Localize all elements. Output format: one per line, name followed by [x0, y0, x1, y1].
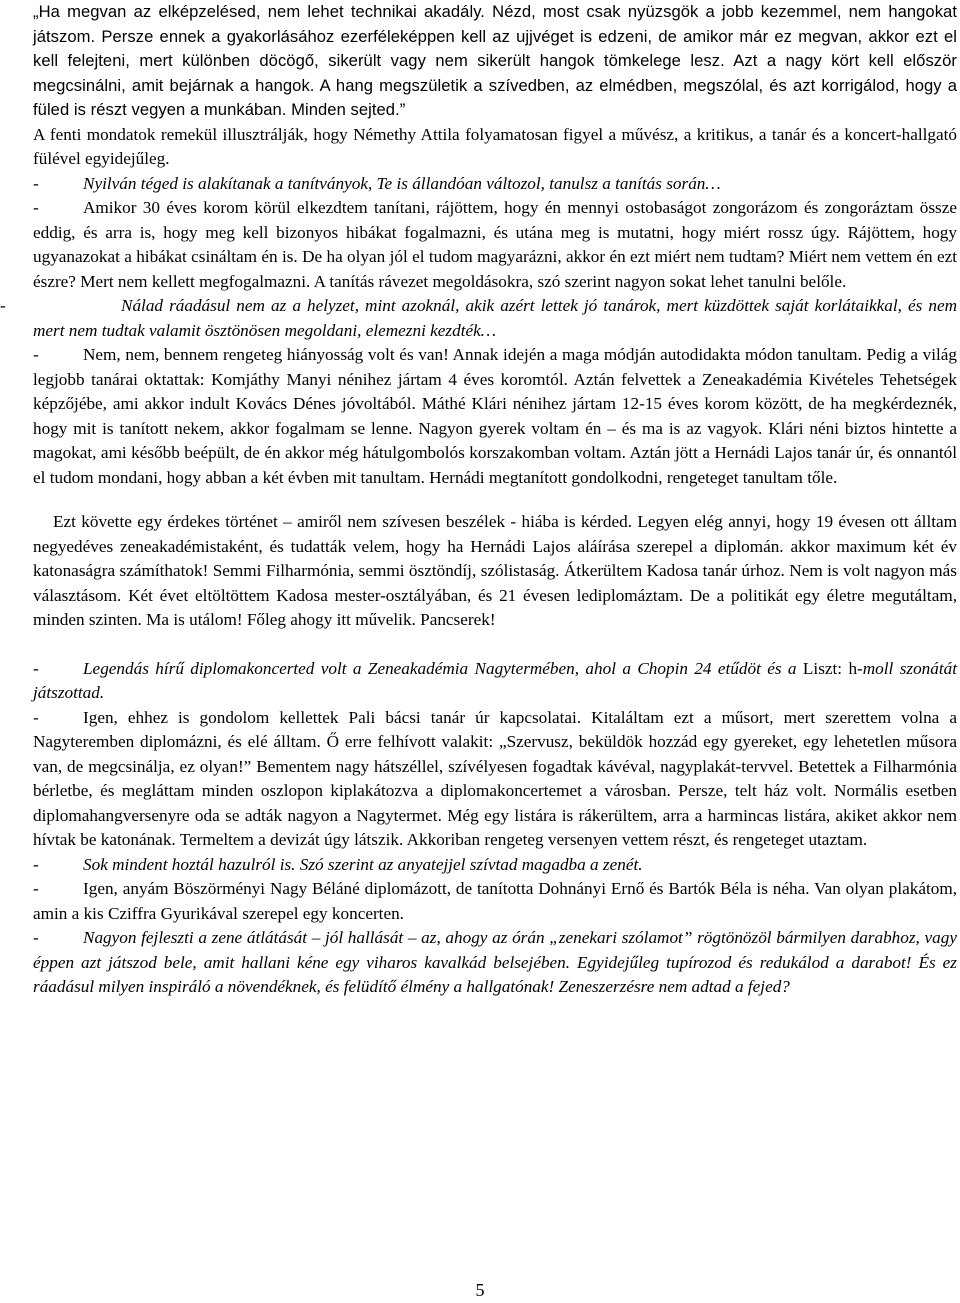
- question-text: Nálad ráadásul nem az a helyzet, mint azoknál, akik azért lettek jó tanárok, mert küzdöttek saját korlátaikkal, és nem mert nem tudtak valamit ösztönösen megoldani, elemezni kezdték…: [33, 296, 957, 340]
- dash: -: [33, 173, 39, 193]
- answer-text: Igen, anyám Böszörményi Nagy Béláné diplomázott, de tanította Dohnányi Ernő és Bartók Béla is néha. Van olyan plakátom, amin a kis Cziffra Gyurikával szerepel egy koncerten.: [33, 879, 957, 923]
- page-number: 5: [475, 1280, 485, 1300]
- spacer: [33, 490, 957, 510]
- answer-text: Igen, ehhez is gondolom kellettek Pali bácsi tanár úr kapcsolatai. Kitaláltam ezt a műsort, mert szerettem volna a Nagyteremben diplomázni, és elé álltam. Ő erre felhívott valakit: „Szervusz, beküldök hozzád egy gyereket, egy lehetetlen műsora van, de megcsinálja, ez olyan!” Bementem nagy hátszéllel, szívélyesen fogadtak kávéval, nagyplakát-tervvel. Betettek a Filharmónia bérletbe, és megláttam minden oszlopon kiplakátozva a diplomakoncertemet a városban. Persze, telt ház volt. Normális esetben diplomahangversenyre oda se adták nagyon a Nagytermet. Még egy listára is rákerültem, arra a harmincas listára, akiket akkor nem hívtak be katonának. Termeltem a devizát úgy látszik. Akkoriban rengeteg versenyen vettem részt, és rengeteget utaztam.: [33, 707, 957, 849]
- narrative-paragraph: Ezt követte egy érdekes történet – amiről nem szívesen beszélek - hiába is kérded. Legyen elég annyi, hogy 19 évesen ott álltam negyedéves zeneakadémistaként, és tudatták velem, hogy ha Hernádi Lajos aláírása szerepel a diplomán. akkor maximum két év katonaságra számíthatok! Semmi Filharmónia, semmi ösztöndíj, szólistaság. Átkerültem Kadosa tanár úrhoz. Nem is volt nagyon más választásom. Két évet eltöltöttem Kadosa mester-osztályában, és 21 évesen lediplomáztam. De a politikát egy életre megutáltam, minden szinten. Ma is utálom! Főleg ahogy itt művelik. Pancserek!: [33, 512, 957, 629]
- question-text: Sok mindent hoztál hazulról is. Szó szerint az anyatejjel szívtad magadba a zenét.: [83, 854, 643, 874]
- margin-dash: -: [0, 296, 6, 315]
- dash: -: [33, 707, 39, 727]
- commentary-paragraph: A fenti mondatok remekül illusztrálják, hogy Némethy Attila folyamatosan figyel a művész, a kritikus, a tanár és a koncert-hallgató fülével egyidejűleg.: [33, 124, 957, 168]
- dash: -: [33, 854, 39, 874]
- dash: -: [33, 879, 39, 898]
- dash: -: [33, 928, 39, 947]
- interview-question: [33, 853, 957, 878]
- question-text-upright: Liszt: h-: [802, 658, 863, 678]
- interview-question: [33, 172, 957, 197]
- dash: -: [33, 658, 39, 678]
- spacer: [33, 633, 957, 657]
- dash: -: [33, 198, 39, 217]
- dash: -: [33, 345, 39, 364]
- question-text: Nagyon fejleszti a zene átlátását – jól hallását – az, ahogy az órán „zenekari szólamot” rögtönözöl bármilyen darabhoz, vagy éppen azt játszod bele, amit hallani kéne egy viharos kavalkád belsejében. Egyidejűleg tupírozod és redukálod a darabot! És ez ráadásul milyen inspiráló a növendéknek, és felüdítő élmény a hallgatónak! Zeneszerzésre nem adtad a fejed?: [33, 928, 957, 996]
- question-text: Legendás hírű diplomakoncerted volt a Zeneakadémia Nagytermében, ahol a Chopin 24 etűdöt és a: [83, 658, 803, 678]
- answer-text: Amikor 30 éves korom körül elkezdtem tanítani, rájöttem, hogy én mennyi ostobaságot zongorázom és zongoráztam össze eddig, és arra is, hogy meg kell bizonyos hibákat fogalmazni, és utána meg is mutatni, hogy miért rossz úgy. Rájöttem, hogy ugyanazokat a hibákat csináltam én is. De ha olyan jól el tudom magyarázni, akkor én ezt miért nem tudtam? Miért nem vettem én ezt észre? Mert nem kellett megfogalmazni. A tanítás rávezet megoldásokra, szó szerint nagyon sokat lehet tanulni belőle.: [33, 198, 957, 291]
- question-text: Nyilván téged is alakítanak a tanítványok, Te is állandóan változol, tanulsz a tanítás során…: [83, 173, 721, 193]
- interview-question: [33, 657, 957, 706]
- interview-answer: [33, 196, 957, 294]
- interview-answer: [33, 706, 957, 853]
- interview-answer: [33, 877, 957, 926]
- interview-question: [33, 926, 957, 1000]
- interview-answer: [33, 343, 957, 490]
- quote-paragraph: „Ha megvan az elképzelésed, nem lehet technikai akadály. Nézd, most csak nyüzsgök a jobb kezemmel, nem hangokat játszom. Persze ennek a gyakorlásához ezerféleképpen kell az ujjvéget is edzeni, de amikor már ez megvan, akkor ezt el kell felejteni, mert különben döcögő, sikerült vagy nem sikerült hangok tömkelege lesz. Azt a nagy kört kell először megcsinálni, amit bejárnak a hangok. A hang megszületik a szívedben, az elmédben, megszólal, és azt korrigálod, hogy a füled is részt vegyen a munkában. Minden sejted.”: [33, 2, 957, 119]
- answer-text: Nem, nem, bennem rengeteg hiányosság volt és van! Annak idején a maga módján autodidakta módon tanultam. Pedig a világ legjobb tanárai oktattak: Komjáthy Manyi nénihez jártam 4 éves koromtól. Aztán felvettek a Zeneakadémia Kivételes Tehetségek képzőjébe, ami akkor indult Kovács Dénes jóvoltából. Máthé Klári nénihez jártam 12-15 éves korom között, de ha megkérdeznék, hogy mit is tanított nekem, akkor fogalmam se lenne. Nagyon gyerek voltam én – és ma is az vagyok. Klári néni biztos hintette a magokat, ami később beépült, de én akkor még hátulgombolós korszakomban voltam. Aztán jött a Hernádi Lajos tanár úr, és onnantól el tudom mondani, hogy abban a két évben mit tanultam. Hernádi megtanított gondolkodni, rengeteget tanultam tőle.: [33, 345, 957, 487]
- interview-question: [0, 294, 957, 343]
- question-text-end: moll szonátát játszottad.: [33, 658, 958, 702]
